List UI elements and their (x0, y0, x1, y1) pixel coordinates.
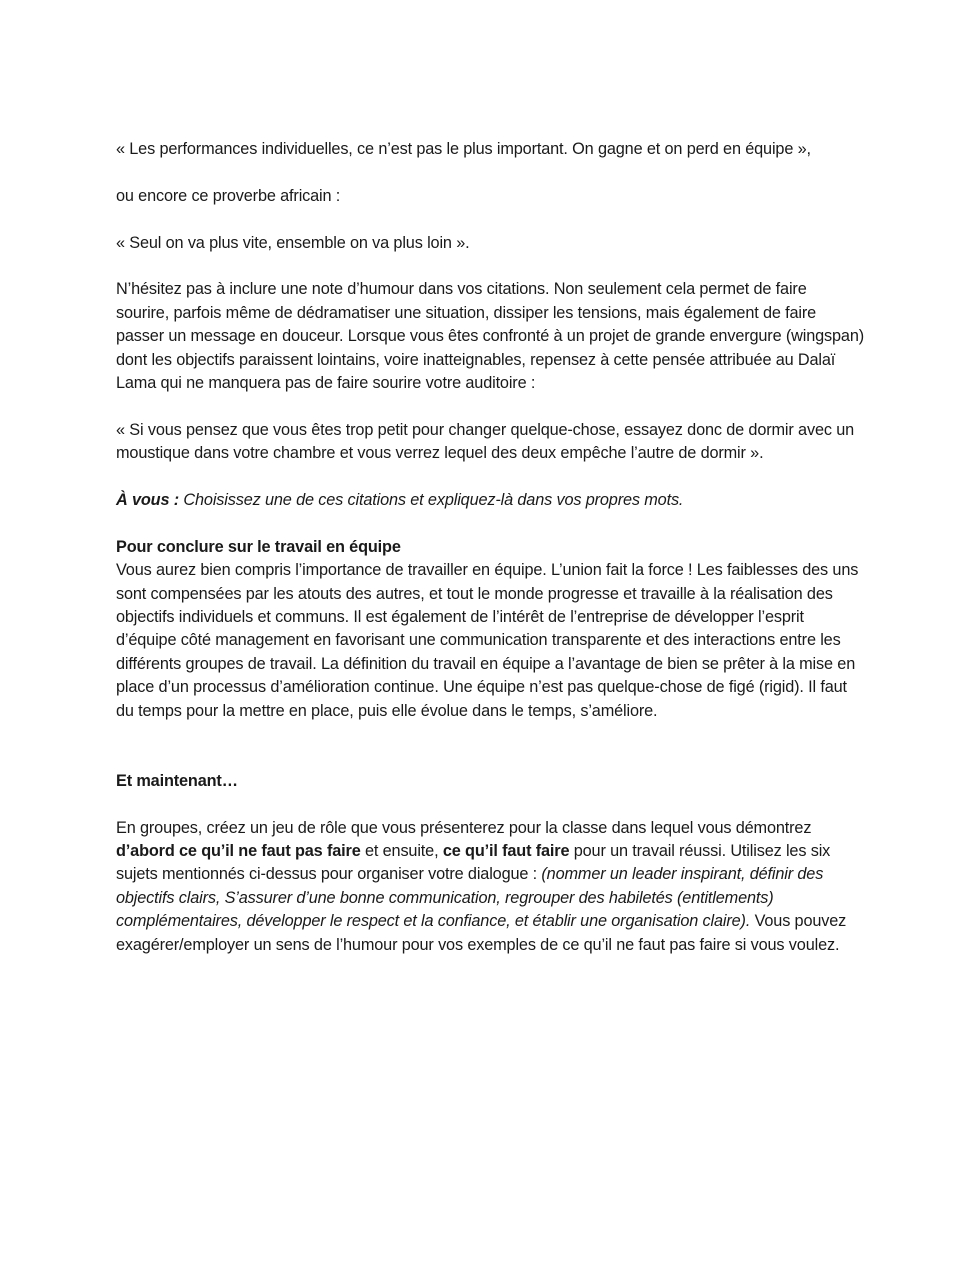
roleplay-instructions (116, 817, 864, 957)
roleplay-part3: pour un travail réussi. Utilisez les six sujets mentionnés ci-dessus pour organiser votre dialogue : (116, 842, 831, 884)
document-page (116, 138, 864, 980)
quote-performances: « Les performances individuelles, ce n’est pas le plus important. On gagne et on perd en équipe », (116, 140, 811, 158)
roleplay-bold-dont: d’abord ce qu’il ne faut pas faire (116, 842, 361, 861)
roleplay-part2: et ensuite, (360, 842, 443, 861)
proverb-intro: ou encore ce proverbe africain : (116, 186, 341, 205)
quote-proverb: « Seul on va plus vite, ensemble on va plus loin ». (116, 233, 470, 252)
humour-paragraph: N’hésitez pas à inclure une note d’humour dans vos citations. Non seulement cela permet de faire sourire, parfois même de dédramatiser une situation, dissiper les tensions, mais également de faire passer un message en douceur. Lorsque vous êtes confronté à un projet de grande envergure (wingspan) dont les objectifs paraissent lointains, voire inatteignables, repensez à cette pensée attribuée au Dalaï Lama qui ne manquera pas de faire sourire votre auditoire : (116, 280, 864, 393)
next-heading: Et maintenant… (116, 771, 238, 790)
roleplay-bold-do: ce qu’il faut faire (442, 842, 570, 861)
roleplay-part4: Vous pouvez exagérer/employer un sens de l’humour pour vos exemples de ce qu’il ne faut pas faire si vous voulez. (116, 912, 847, 954)
roleplay-topics: (nommer un leader inspirant, définir des objectifs clairs, S’assurer d’une bonne communication, regrouper des habiletés (entitlements) complémentaires, développer le respect et la confiance, et établir une organisation claire). (116, 865, 824, 931)
conclusion-heading: Pour conclure sur le travail en équipe (116, 537, 401, 556)
quote-dalai-lama: « Si vous pensez que vous êtes trop petit pour changer quelque-chose, essayez donc de dormir avec un moustique dans votre chambre et vous verrez lequel des deux empêche l’autre de dormir ». (116, 420, 855, 463)
task-label: À vous : (116, 491, 180, 510)
task-instruction (116, 489, 864, 512)
task-text: Choisissez une de ces citations et expliquez-là dans vos propres mots. (179, 491, 684, 510)
conclusion-body: Vous aurez bien compris l’importance de travailler en équipe. L’union fait la force ! Les faiblesses des uns sont compensées par les atouts des autres, et tout le monde progresse et travaille à la réalisation des objectifs individuels et communs. Il est également de l’intérêt de l’entreprise de développer l’esprit d’équipe côté management en favorisant une communication transparente et des interactions entre les différents groupes de travail. La définition du travail en équipe a l’avantage de bien se prêter à la mise en place d’un processus d’amélioration continue. Une équipe n’est pas quelque-chose de figé (rigid). Il faut du temps pour la mettre en place, puis elle évolue dans le temps, s’améliore. (116, 561, 859, 720)
roleplay-part1: En groupes, créez un jeu de rôle que vous présenterez pour la classe dans lequel vous démontrez (116, 818, 812, 837)
